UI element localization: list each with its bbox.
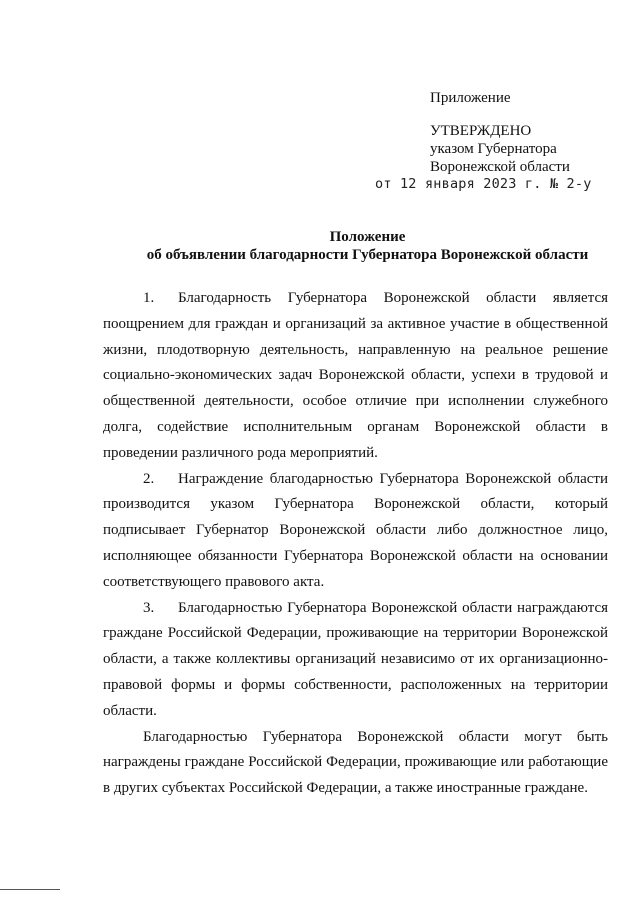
paragraph-text: Благодарностью Губернатора Воронежской области могут быть награждены граждане Российской Федерации, проживающие или работающие в других субъектах Российской Федерации, а также иностранные граждане. xyxy=(103,728,608,797)
paragraph-3 xyxy=(103,596,608,725)
by-decree-label: указом Губернатора xyxy=(430,141,557,157)
decree-date-stamp: от 12 января 2023 г. № 2-у xyxy=(375,176,592,192)
document-title xyxy=(100,228,635,264)
paragraph-text: Награждение благодарностью Губернатора Воронежской области производится указом Губернатора Воронежской области, который подписывает Губернатор Воронежской области либо должностное лицо, исполняющее обязанности Губернатора Воронежской области на основании соответствующего правового акта. xyxy=(103,470,608,590)
approved-label: УТВЕРЖДЕНО xyxy=(430,123,532,139)
paragraph-number: 3. xyxy=(143,599,155,616)
paragraph-number: 1. xyxy=(143,290,155,306)
paragraph-text: Благодарность Губернатора Воронежской области является поощрением для граждан и организаций за активное участие в общественной жизни, плодотворную деятельность, направленную на реальное решение социально-экономических задач Воронежской области, успехи в трудовой и общественной деятельности, особое отличие при исполнении служебного долга, содействие исполнительным органам Воронежской области в проведении различного рода мероприятий. xyxy=(103,290,608,461)
paragraph-1 xyxy=(103,286,608,467)
paragraph-number: 2. xyxy=(143,470,155,487)
attachment-label: Приложение xyxy=(430,90,511,106)
title-line-2: об объявлении благодарности Губернатора Воронежской области xyxy=(146,247,589,263)
footnote-divider xyxy=(0,889,60,890)
approval-block xyxy=(430,122,570,176)
document-body xyxy=(103,286,608,802)
paragraph-text: Благодарностью Губернатора Воронежской области награждаются граждане Российской Федерации, проживающие на территории Воронежской области, а также коллективы организаций независимо от их организационно-правовой формы и формы собственности, расположенных на территории области. xyxy=(103,599,608,719)
region-label: Воронежской области xyxy=(430,159,570,175)
paragraph-2 xyxy=(103,467,608,596)
title-line-1: Положение xyxy=(329,229,406,245)
paragraph-4 xyxy=(103,725,608,802)
